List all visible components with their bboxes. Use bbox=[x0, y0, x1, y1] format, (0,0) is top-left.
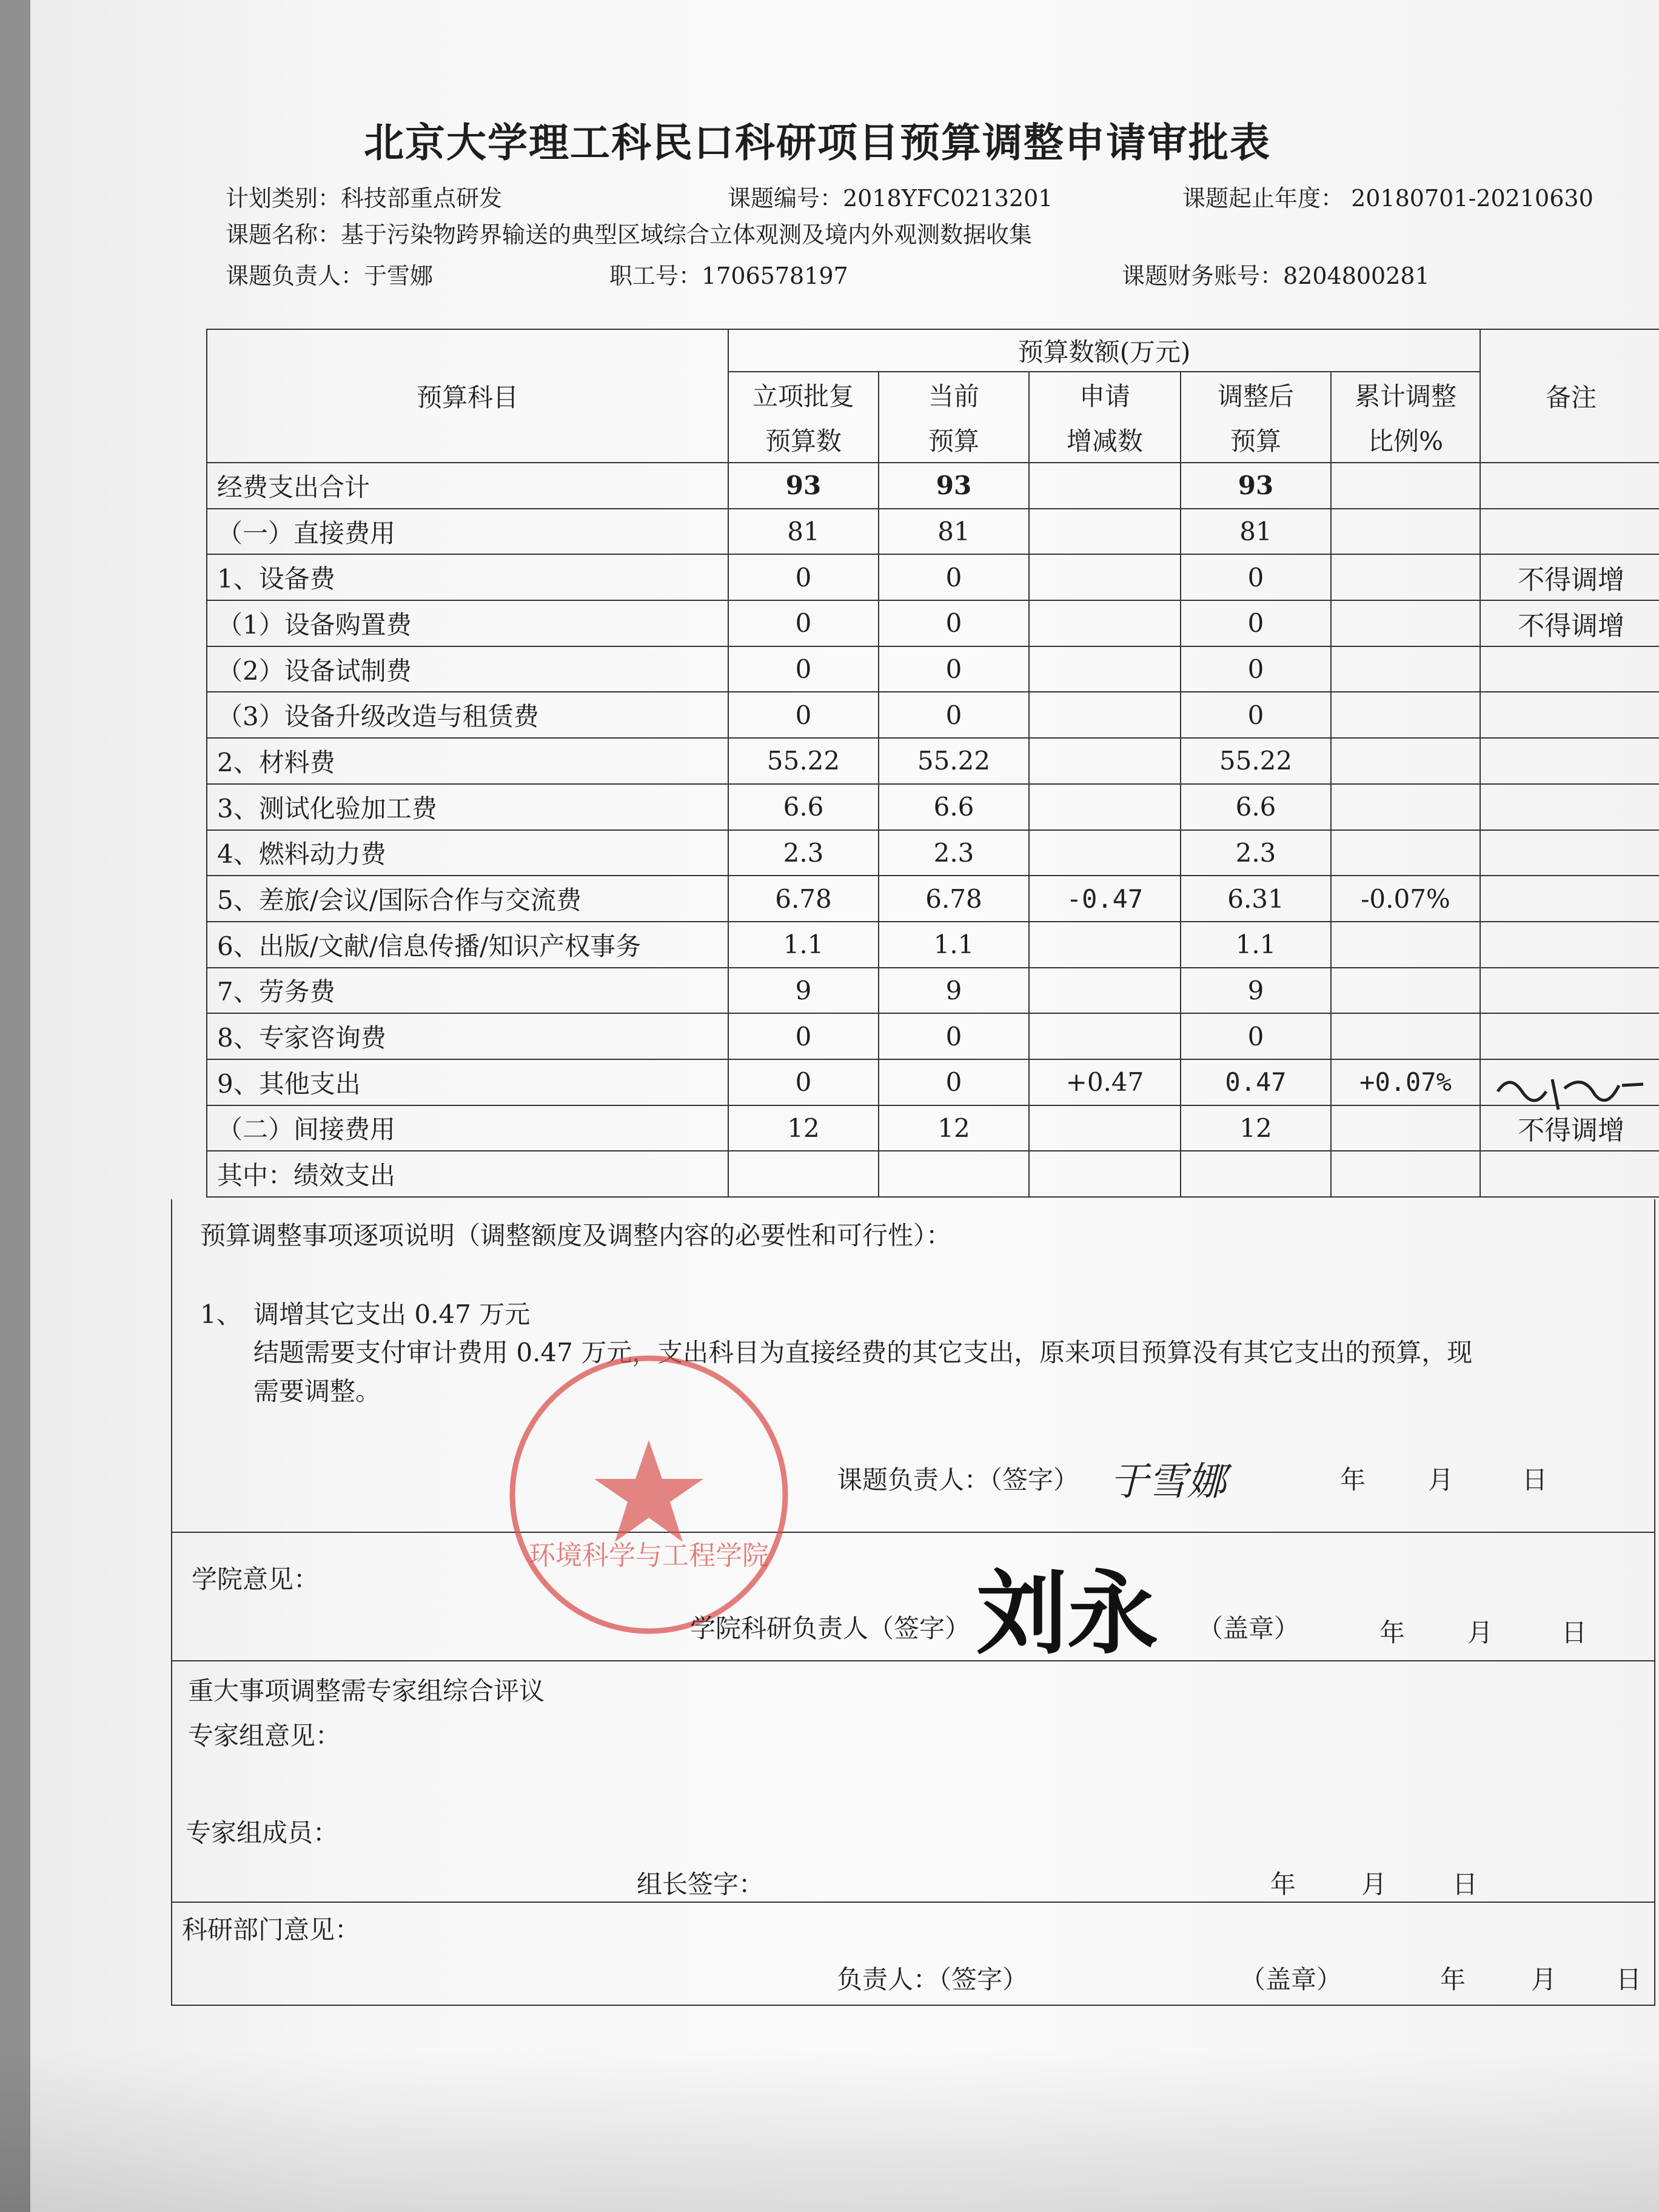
row-original: 55.22 bbox=[728, 738, 879, 784]
row-item: 1、设备费 bbox=[207, 554, 728, 600]
header-ratio: 累计调整 比例% bbox=[1331, 372, 1480, 463]
research-dept-day: 日 bbox=[1616, 1965, 1642, 1994]
row-ratio bbox=[1331, 784, 1480, 830]
remark-scribble bbox=[1492, 1067, 1649, 1122]
leader-month: 月 bbox=[1428, 1465, 1454, 1495]
row-ratio bbox=[1331, 830, 1480, 876]
row-adjusted: 93 bbox=[1181, 463, 1331, 509]
item-number: 1、 bbox=[200, 1299, 242, 1329]
row-original: 12 bbox=[728, 1105, 879, 1151]
row-item: 3、测试化验加工费 bbox=[207, 784, 728, 830]
row-ratio bbox=[1331, 922, 1480, 968]
row-original: 0 bbox=[728, 646, 879, 692]
college-day: 日 bbox=[1561, 1618, 1587, 1647]
table-row bbox=[207, 922, 1659, 968]
header-current: 当前 预算 bbox=[879, 372, 1029, 463]
row-adjusted: 0 bbox=[1181, 692, 1331, 738]
row-original: 93 bbox=[728, 463, 879, 509]
research-dept-sign-label: 负责人：（签字） bbox=[837, 1965, 1028, 1994]
row-item: 7、劳务费 bbox=[207, 968, 728, 1014]
row-ratio bbox=[1331, 1105, 1480, 1151]
item-body-line2: 需要调整。 bbox=[253, 1376, 381, 1406]
row-current: 2.3 bbox=[879, 830, 1029, 876]
row-item: 2、材料费 bbox=[207, 738, 728, 784]
research-dept-label: 科研部门意见： bbox=[182, 1915, 361, 1945]
budget-table bbox=[206, 329, 1659, 1198]
row-adjusted: 0 bbox=[1181, 646, 1331, 692]
row-ratio bbox=[1331, 1151, 1480, 1197]
row-current: 6.6 bbox=[879, 784, 1029, 830]
header-amount-group: 预算数额(万元) bbox=[728, 329, 1480, 372]
row-change bbox=[1029, 1105, 1181, 1151]
table-row bbox=[207, 554, 1659, 600]
row-ratio bbox=[1331, 463, 1480, 509]
row-item: （2）设备试制费 bbox=[207, 646, 728, 692]
row-ratio bbox=[1331, 554, 1480, 600]
row-current: 0 bbox=[879, 646, 1029, 692]
row-change-handwritten: -0.47 bbox=[1029, 876, 1181, 922]
table-row bbox=[207, 968, 1659, 1014]
row-original: 0 bbox=[728, 554, 879, 600]
row-current: 6.78 bbox=[879, 876, 1029, 922]
stamp-text: 环境科学与工程学院 bbox=[529, 1540, 769, 1571]
row-original: 6.78 bbox=[728, 876, 879, 922]
row-ratio bbox=[1331, 692, 1480, 738]
row-current: 0 bbox=[879, 600, 1029, 646]
row-original: 81 bbox=[728, 509, 879, 555]
row-ratio bbox=[1331, 509, 1480, 555]
row-adjusted: 55.22 bbox=[1181, 738, 1331, 784]
row-change bbox=[1029, 1151, 1181, 1197]
expert-opinion-label: 专家组意见： bbox=[188, 1721, 341, 1751]
row-original: 0 bbox=[728, 600, 879, 646]
table-row bbox=[207, 830, 1659, 876]
row-adjusted-handwritten: 0.47 bbox=[1181, 1059, 1331, 1105]
project-number: 课题编号：2018YFC0213201 bbox=[728, 185, 1053, 212]
row-ratio bbox=[1331, 600, 1480, 646]
expert-day: 日 bbox=[1452, 1869, 1478, 1899]
row-ratio bbox=[1331, 1013, 1480, 1059]
row-remark: 不得调增 bbox=[1480, 1105, 1659, 1151]
row-adjusted: 1.1 bbox=[1181, 922, 1331, 968]
row-item: （二）间接费用 bbox=[207, 1105, 728, 1151]
row-change bbox=[1029, 600, 1181, 646]
row-remark bbox=[1480, 1151, 1659, 1197]
row-original: 1.1 bbox=[728, 922, 879, 968]
explanation-heading: 预算调整事项逐项说明（调整额度及调整内容的必要性和可行性）： bbox=[200, 1221, 952, 1250]
row-original: 9 bbox=[728, 968, 879, 1014]
row-item: 6、出版/文献/信息传播/知识产权事务 bbox=[207, 922, 728, 968]
row-adjusted: 6.6 bbox=[1181, 784, 1331, 830]
row-ratio bbox=[1331, 968, 1480, 1014]
table-row bbox=[207, 1059, 1659, 1105]
row-current: 12 bbox=[879, 1105, 1029, 1151]
row-remark bbox=[1480, 509, 1659, 555]
row-current: 0 bbox=[879, 1013, 1029, 1059]
row-remark bbox=[1480, 1013, 1659, 1059]
row-original: 0 bbox=[728, 1013, 879, 1059]
row-original: 0 bbox=[728, 692, 879, 738]
row-change bbox=[1029, 509, 1181, 555]
row-current bbox=[879, 1151, 1029, 1197]
table-row bbox=[207, 1151, 1659, 1197]
expert-members-label: 专家组成员： bbox=[186, 1818, 339, 1848]
research-dept-year: 年 bbox=[1440, 1965, 1466, 1994]
row-adjusted: 0 bbox=[1181, 600, 1331, 646]
row-remark bbox=[1480, 968, 1659, 1014]
row-adjusted bbox=[1181, 1151, 1331, 1197]
header-remarks: 备注 bbox=[1480, 329, 1659, 463]
row-change bbox=[1029, 554, 1181, 600]
header-change: 申请 增减数 bbox=[1029, 372, 1181, 463]
row-item: 4、燃料动力费 bbox=[207, 830, 728, 876]
row-change bbox=[1029, 968, 1181, 1014]
leader-year: 年 bbox=[1340, 1465, 1366, 1495]
row-item: （1）设备购置费 bbox=[207, 600, 728, 646]
row-item: 9、其他支出 bbox=[207, 1059, 728, 1105]
college-year: 年 bbox=[1379, 1618, 1406, 1647]
table-row bbox=[207, 646, 1659, 692]
row-change bbox=[1029, 692, 1181, 738]
college-seal-label: （盖章） bbox=[1198, 1614, 1300, 1643]
row-remark bbox=[1480, 922, 1659, 968]
row-adjusted: 6.31 bbox=[1181, 876, 1331, 922]
project-leader: 课题负责人：于雪娜 bbox=[226, 263, 434, 289]
row-current: 0 bbox=[879, 554, 1029, 600]
row-ratio-handwritten: +0.07% bbox=[1331, 1059, 1480, 1105]
row-adjusted: 2.3 bbox=[1181, 830, 1331, 876]
college-signature: 刘永 bbox=[976, 1561, 1159, 1667]
expert-month: 月 bbox=[1361, 1869, 1387, 1899]
row-current: 1.1 bbox=[879, 922, 1029, 968]
row-adjusted: 12 bbox=[1181, 1105, 1331, 1151]
project-period: 课题起止年度： 20180701-20210630 bbox=[1182, 185, 1594, 212]
row-item: 5、差旅/会议/国际合作与交流费 bbox=[207, 876, 728, 922]
row-current: 55.22 bbox=[879, 738, 1029, 784]
research-dept-seal-label: （盖章） bbox=[1240, 1965, 1342, 1994]
row-change bbox=[1029, 784, 1181, 830]
row-change bbox=[1029, 738, 1181, 784]
item-title: 调增其它支出 0.47 万元 bbox=[253, 1299, 531, 1329]
college-month: 月 bbox=[1467, 1618, 1493, 1647]
row-remark bbox=[1480, 876, 1659, 922]
row-ratio: -0.07% bbox=[1331, 876, 1480, 922]
expert-line1: 重大事项调整需专家组综合评议 bbox=[188, 1676, 545, 1706]
row-ratio bbox=[1331, 738, 1480, 784]
table-row bbox=[207, 738, 1659, 784]
table-row bbox=[207, 600, 1659, 646]
header-subject: 预算科目 bbox=[207, 329, 728, 463]
row-current: 0 bbox=[879, 692, 1029, 738]
finance-account: 课题财务账号：8204800281 bbox=[1122, 263, 1430, 289]
table-row bbox=[207, 784, 1659, 830]
leader-sign-label: 课题负责人：（签字） bbox=[837, 1465, 1079, 1495]
staff-number: 职工号：1706578197 bbox=[609, 263, 848, 289]
row-current: 93 bbox=[879, 463, 1029, 509]
row-original bbox=[728, 1151, 879, 1197]
row-remark bbox=[1480, 830, 1659, 876]
row-change bbox=[1029, 830, 1181, 876]
row-remark: 不得调增 bbox=[1480, 554, 1659, 600]
row-change: +0.47 bbox=[1029, 1059, 1181, 1105]
row-adjusted: 0 bbox=[1181, 1013, 1331, 1059]
row-item: （3）设备升级改造与租赁费 bbox=[207, 692, 728, 738]
row-item: 经费支出合计 bbox=[207, 463, 728, 509]
header-original: 立项批复 预算数 bbox=[728, 372, 879, 463]
college-label: 学院意见： bbox=[192, 1564, 320, 1594]
row-item: 8、专家咨询费 bbox=[207, 1013, 728, 1059]
row-current: 81 bbox=[879, 509, 1029, 555]
college-sign-label: 学院科研负责人（签字） bbox=[690, 1614, 971, 1643]
row-original: 2.3 bbox=[728, 830, 879, 876]
expert-leader-sign: 组长签字： bbox=[637, 1869, 765, 1899]
form-title: 北京大学理工科民口科研项目预算调整申请审批表 bbox=[364, 119, 1271, 166]
row-original: 6.6 bbox=[728, 784, 879, 830]
item-body-line1: 结题需要支付审计费用 0.47 万元，支出科目为直接经费的其它支出，原来项目预算没有其它支出的预算，现 bbox=[253, 1338, 1473, 1367]
table-row bbox=[207, 1105, 1659, 1151]
plan-type: 计划类别：科技部重点研发 bbox=[226, 185, 503, 212]
row-adjusted: 81 bbox=[1181, 509, 1331, 555]
row-original: 0 bbox=[728, 1059, 879, 1105]
row-adjusted: 9 bbox=[1181, 968, 1331, 1014]
row-adjusted: 0 bbox=[1181, 554, 1331, 600]
row-item: （一）直接费用 bbox=[207, 509, 728, 555]
table-row bbox=[207, 1013, 1659, 1059]
row-change bbox=[1029, 922, 1181, 968]
leader-day: 日 bbox=[1522, 1465, 1548, 1495]
row-current: 0 bbox=[879, 1059, 1029, 1105]
row-change bbox=[1029, 463, 1181, 509]
row-remark bbox=[1480, 784, 1659, 830]
row-remark bbox=[1480, 692, 1659, 738]
table-row bbox=[207, 463, 1659, 509]
row-change bbox=[1029, 646, 1181, 692]
row-item: 其中：绩效支出 bbox=[207, 1151, 728, 1197]
research-dept-month: 月 bbox=[1531, 1965, 1557, 1994]
row-remark bbox=[1480, 646, 1659, 692]
row-change bbox=[1029, 1013, 1181, 1059]
row-remark: 不得调增 bbox=[1480, 600, 1659, 646]
row-remark bbox=[1480, 463, 1659, 509]
table-row bbox=[207, 692, 1659, 738]
project-name: 课题名称：基于污染物跨界输送的典型区域综合立体观测及境内外观测数据收集 bbox=[226, 221, 1033, 248]
row-ratio bbox=[1331, 646, 1480, 692]
table-row bbox=[207, 509, 1659, 555]
expert-year: 年 bbox=[1270, 1869, 1296, 1899]
table-row bbox=[207, 876, 1659, 922]
row-remark bbox=[1480, 738, 1659, 784]
bottom-shadow bbox=[0, 2049, 1659, 2212]
header-adjusted: 调整后 预算 bbox=[1181, 372, 1331, 463]
row-current: 9 bbox=[879, 968, 1029, 1014]
leader-signature: 于雪娜 bbox=[1110, 1460, 1226, 1504]
